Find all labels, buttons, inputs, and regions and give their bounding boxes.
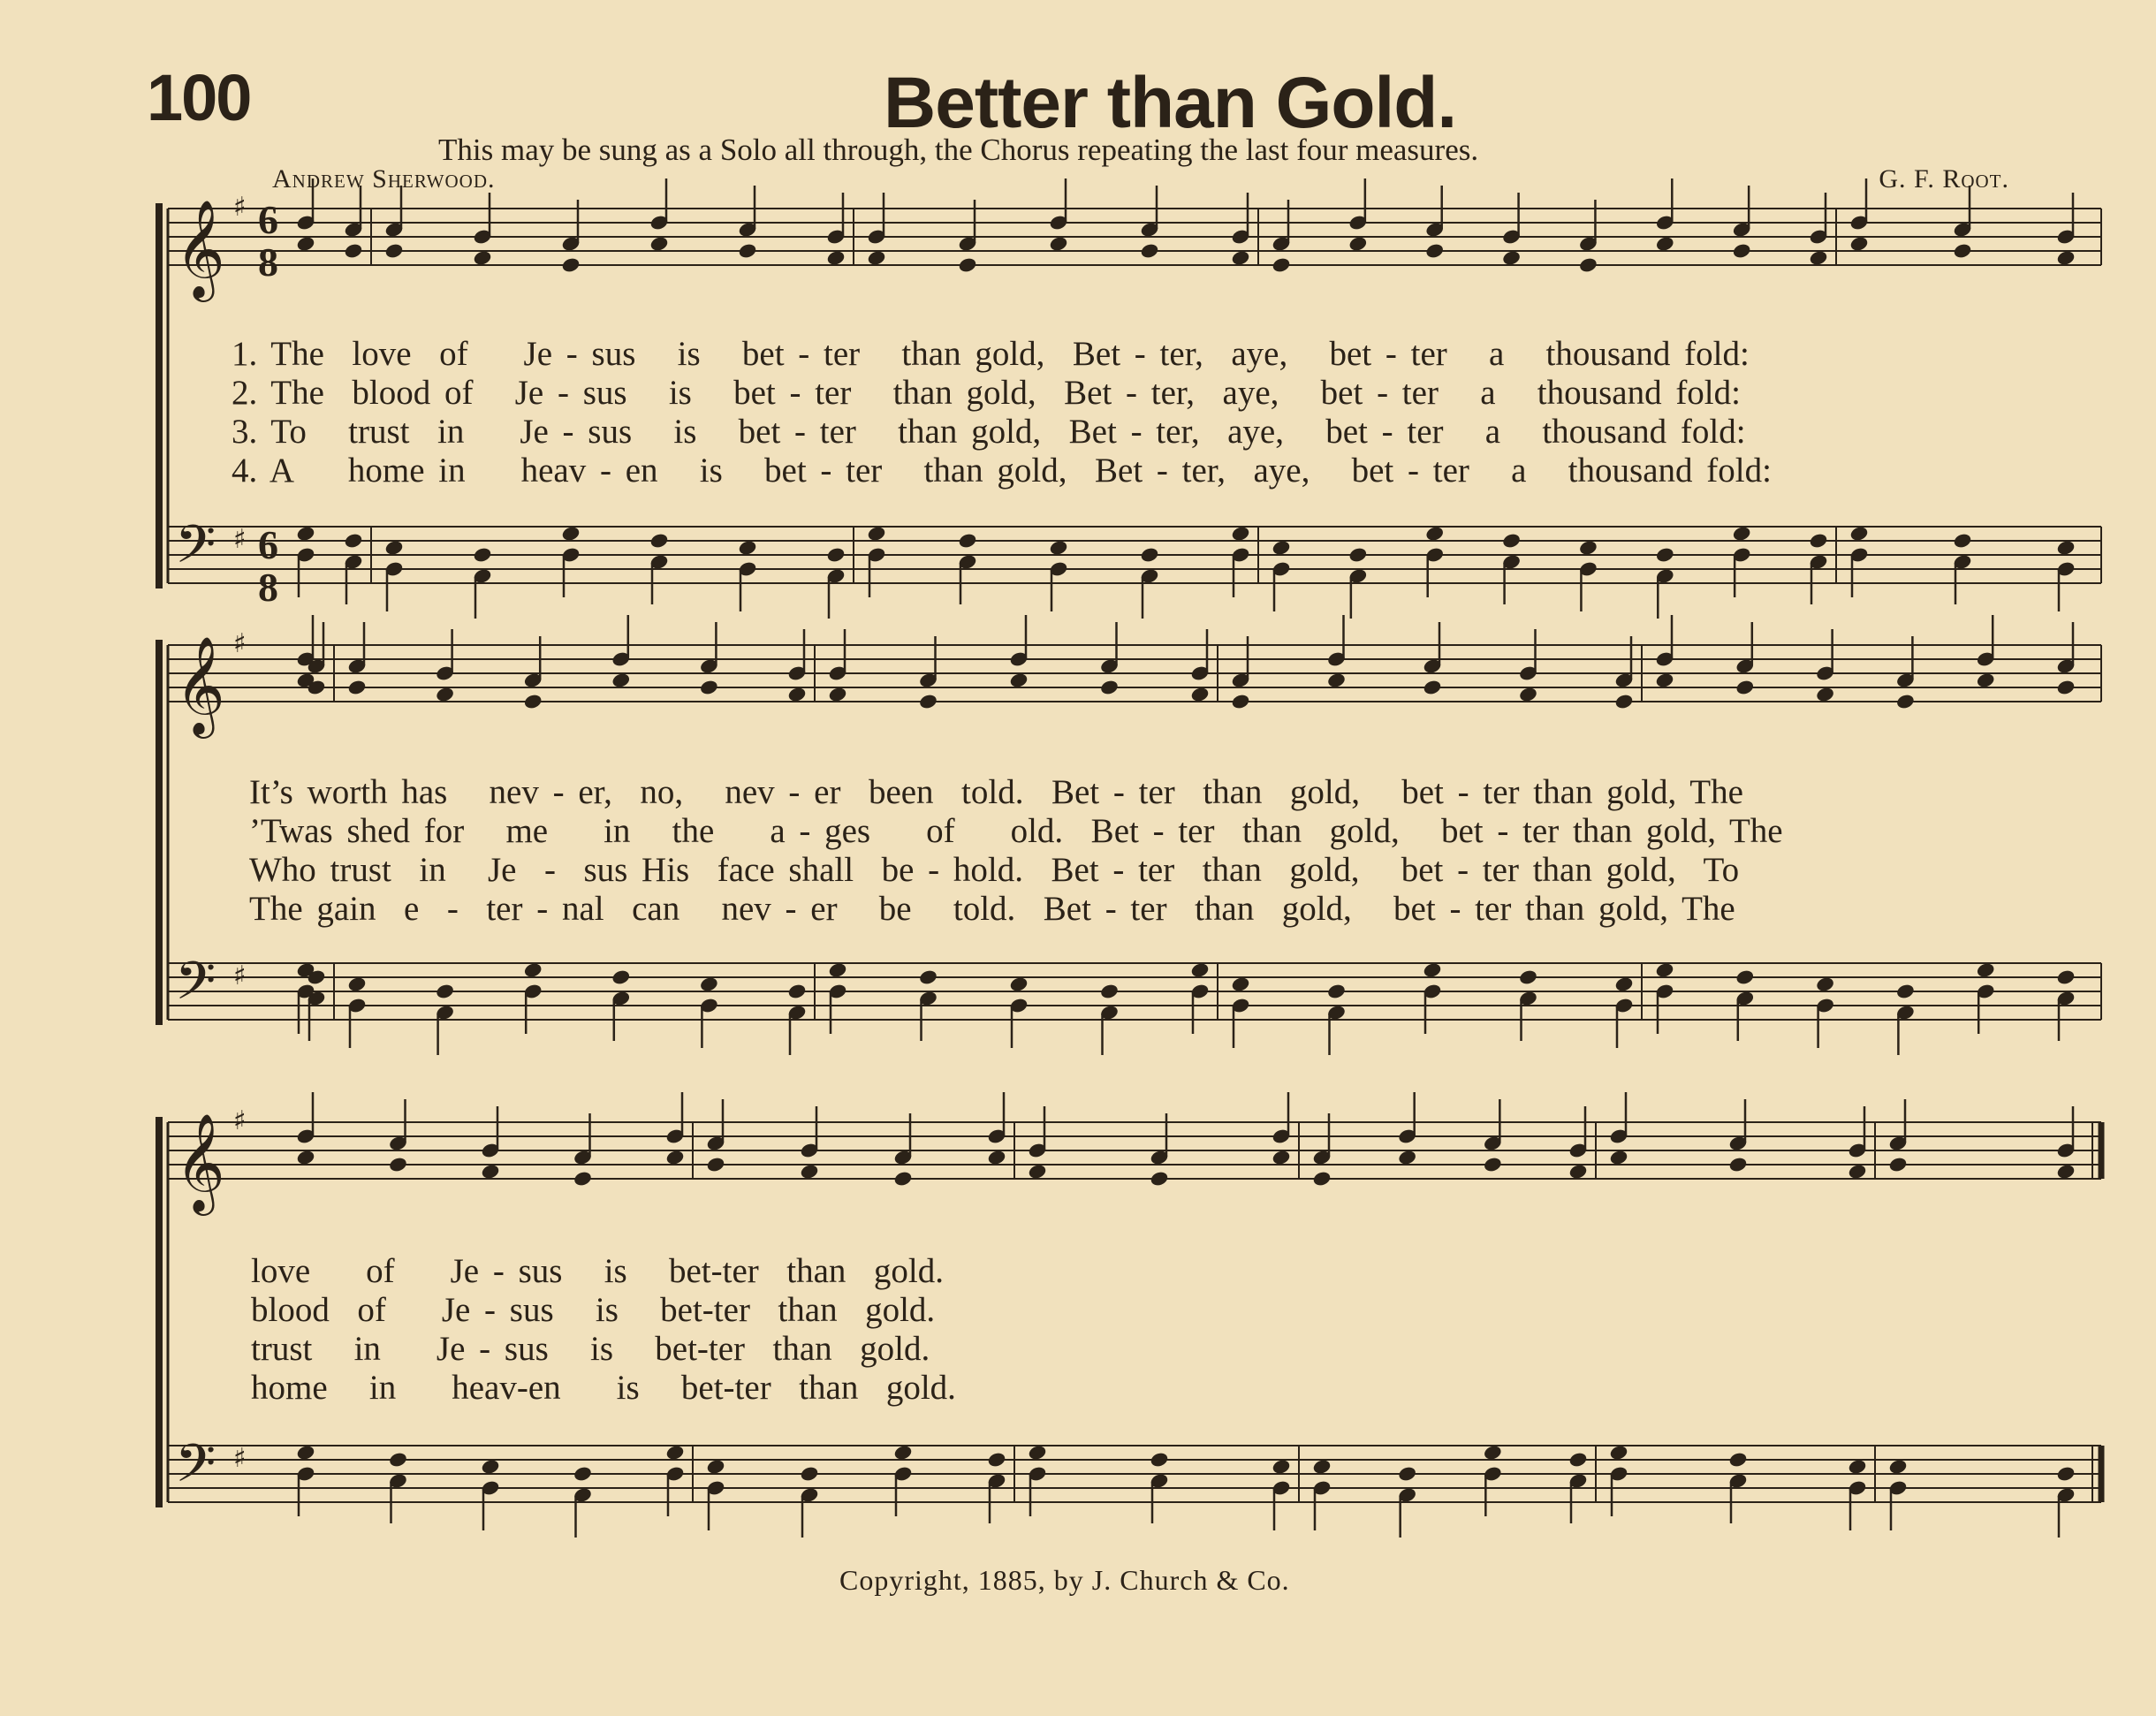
notehead — [389, 1452, 407, 1468]
notehead — [296, 1150, 315, 1166]
notehead — [787, 983, 806, 999]
notehead — [2056, 680, 2075, 695]
notehead — [958, 533, 976, 549]
notehead — [2056, 540, 2075, 556]
notehead — [1425, 526, 1444, 542]
notehead — [649, 236, 668, 252]
notehead — [1140, 547, 1158, 563]
notehead — [893, 1171, 912, 1187]
notehead — [1609, 1445, 1628, 1461]
lyricist-credit: Andrew Sherwood. — [272, 164, 496, 194]
notehead — [787, 687, 806, 702]
notehead — [1398, 1150, 1416, 1166]
notehead — [473, 250, 491, 266]
notehead — [1231, 694, 1249, 710]
time-signature-bass-bottom: 8 — [258, 565, 278, 610]
notehead — [1423, 962, 1441, 978]
notehead — [1231, 250, 1249, 266]
notehead — [344, 533, 362, 549]
notehead — [1579, 540, 1598, 556]
notehead — [1848, 1459, 1866, 1475]
notehead — [611, 672, 630, 688]
notehead — [1735, 969, 1754, 985]
notehead — [2056, 1164, 2075, 1180]
notehead — [867, 250, 885, 266]
notehead — [1484, 1157, 1502, 1173]
notehead — [1977, 672, 1995, 688]
notehead — [1348, 547, 1367, 563]
notehead — [738, 243, 756, 259]
notehead — [1423, 680, 1441, 695]
notehead — [1140, 243, 1158, 259]
notehead — [1272, 540, 1290, 556]
notehead — [561, 526, 580, 542]
notehead — [1953, 533, 1971, 549]
lyric-line: 3. To trust in Je - sus is bet - ter than gold, Bet - ter, aye, bet - ter a thousand fold: — [232, 413, 1746, 451]
lyric-line: It’s worth has nev - er, no, nev - er been told. Bet - ter than gold, bet - ter than gold, The — [249, 773, 1743, 811]
lyric-line: love of Je - sus is bet-ter than gold. — [251, 1252, 944, 1290]
notehead — [1896, 694, 1915, 710]
notehead — [1272, 257, 1290, 273]
notehead — [347, 680, 366, 695]
notehead — [1816, 687, 1834, 702]
notehead — [1100, 983, 1119, 999]
notehead — [384, 540, 403, 556]
sharp-icon: ♯ — [233, 524, 247, 555]
notehead — [700, 680, 718, 695]
notehead — [2056, 969, 2075, 985]
sharp-icon: ♯ — [233, 961, 247, 991]
notehead — [1728, 1452, 1747, 1468]
notehead — [800, 1164, 818, 1180]
notehead — [1009, 672, 1028, 688]
notehead — [1028, 1445, 1046, 1461]
notehead — [1425, 243, 1444, 259]
notehead — [2056, 250, 2075, 266]
notehead — [1809, 533, 1827, 549]
lyric-line: trust in Je - sus is bet-ter than gold. — [251, 1330, 930, 1368]
notehead — [1732, 526, 1750, 542]
lyric-line: home in heav-en is bet-ter than gold. — [251, 1369, 956, 1407]
sharp-icon: ♯ — [233, 192, 247, 223]
performance-note: This may be sung as a Solo all through, the Chorus repeating the last four measures. — [438, 133, 1479, 167]
notehead — [738, 540, 756, 556]
notehead — [296, 526, 315, 542]
notehead — [1502, 250, 1521, 266]
notehead — [1609, 1150, 1628, 1166]
sharp-icon: ♯ — [233, 1105, 247, 1136]
notehead — [1190, 962, 1209, 978]
notehead — [828, 962, 846, 978]
sharp-icon: ♯ — [233, 1443, 247, 1474]
notehead — [296, 236, 315, 252]
notehead — [700, 976, 718, 992]
notehead — [706, 1459, 725, 1475]
notehead — [1888, 1157, 1907, 1173]
page-number: 100 — [147, 61, 251, 134]
notehead — [1888, 1459, 1907, 1475]
notehead — [436, 983, 454, 999]
notehead — [1655, 962, 1674, 978]
notehead — [1231, 976, 1249, 992]
notehead — [706, 1157, 725, 1173]
notehead — [987, 1150, 1006, 1166]
treble-clef-icon: 𝄞 — [175, 1112, 225, 1211]
time-signature-bass-top: 6 — [258, 522, 278, 567]
notehead — [1150, 1171, 1168, 1187]
notehead — [2056, 1466, 2075, 1482]
notehead — [800, 1466, 818, 1482]
notehead — [436, 687, 454, 702]
time-signature-treble-top: 6 — [258, 197, 278, 242]
sharp-icon: ♯ — [233, 628, 247, 659]
notehead — [1568, 1452, 1587, 1468]
notehead — [1568, 1164, 1587, 1180]
notehead — [1579, 257, 1598, 273]
notehead — [665, 1150, 684, 1166]
bass-clef-icon: 𝄢 — [175, 950, 216, 1024]
notehead — [919, 969, 938, 985]
lyric-line: blood of Je - sus is bet-ter than gold. — [251, 1291, 936, 1329]
notehead — [1732, 243, 1750, 259]
notehead — [1728, 1157, 1747, 1173]
notehead — [1519, 969, 1537, 985]
lyric-line: 1. The love of Je - sus is bet - ter than gold, Bet - ter, aye, bet - ter a thousand fold: — [232, 335, 1750, 373]
notehead — [1150, 1452, 1168, 1468]
hymn-title: Better than Gold. — [884, 63, 1457, 143]
lyric-line: 4. A home in heav - en is bet - ter than gold, Bet - ter, aye, bet - ter a thousand fold: — [232, 452, 1772, 490]
notehead — [649, 533, 668, 549]
notehead — [826, 250, 845, 266]
notehead — [611, 969, 630, 985]
notehead — [561, 257, 580, 273]
notehead — [481, 1164, 499, 1180]
notehead — [665, 1445, 684, 1461]
notehead — [384, 243, 403, 259]
notehead — [1896, 983, 1915, 999]
lyric-line: 2. The blood of Je - sus is bet - ter than gold, Bet - ter, aye, bet - ter a thousand fold: — [232, 374, 1741, 412]
notehead — [1348, 236, 1367, 252]
notehead — [1312, 1459, 1331, 1475]
notehead — [1398, 1466, 1416, 1482]
notehead — [1049, 540, 1067, 556]
notehead — [1272, 1459, 1290, 1475]
notehead — [296, 1445, 315, 1461]
composer-credit: G. F. Root. — [1879, 164, 2009, 194]
copyright-notice: Copyright, 1885, by J. Church & Co. — [839, 1564, 1290, 1596]
notehead — [1484, 1445, 1502, 1461]
lyric-line: The gain e - ter - nal can nev - er be told. Bet - ter than gold, bet - ter than gold, The — [249, 890, 1735, 928]
notehead — [1614, 976, 1633, 992]
notehead — [1502, 533, 1521, 549]
notehead — [893, 1445, 912, 1461]
notehead — [1614, 694, 1633, 710]
notehead — [1656, 236, 1674, 252]
treble-clef-icon: 𝄞 — [175, 635, 225, 734]
notehead — [1656, 547, 1674, 563]
notehead — [344, 243, 362, 259]
notehead — [473, 547, 491, 563]
notehead — [1327, 672, 1346, 688]
notehead — [347, 976, 366, 992]
notehead — [1100, 680, 1119, 695]
bass-clef-icon: 𝄢 — [175, 513, 216, 588]
notehead — [524, 694, 543, 710]
notehead — [1655, 672, 1674, 688]
notehead — [1816, 976, 1834, 992]
bass-clef-icon: 𝄢 — [175, 1432, 216, 1507]
notehead — [1327, 983, 1346, 999]
notehead — [919, 694, 938, 710]
notehead — [524, 962, 543, 978]
notehead — [826, 547, 845, 563]
notehead — [573, 1466, 592, 1482]
notehead — [573, 1171, 592, 1187]
treble-clef-icon: 𝄞 — [175, 199, 225, 298]
notehead — [1848, 1164, 1866, 1180]
notehead — [481, 1459, 499, 1475]
notehead — [1849, 236, 1868, 252]
notehead — [1028, 1164, 1046, 1180]
notehead — [1519, 687, 1537, 702]
lyric-line: ’Twas shed for me in the a - ges of old. Bet - ter than gold, bet - ter than gold, The — [249, 812, 1783, 850]
notehead — [1272, 1150, 1290, 1166]
notehead — [867, 526, 885, 542]
notehead — [828, 687, 846, 702]
time-signature-treble-bottom: 8 — [258, 239, 278, 285]
notehead — [1312, 1171, 1331, 1187]
notehead — [1231, 526, 1249, 542]
notehead — [1849, 526, 1868, 542]
notehead — [1977, 962, 1995, 978]
notehead — [389, 1157, 407, 1173]
lyric-line: Who trust in Je - sus His face shall be - hold. Bet - ter than gold, bet - ter than gold, To — [249, 851, 1740, 889]
notehead — [1953, 243, 1971, 259]
notehead — [958, 257, 976, 273]
notehead — [1009, 976, 1028, 992]
notehead — [1190, 687, 1209, 702]
notehead — [1049, 236, 1067, 252]
notehead — [987, 1452, 1006, 1468]
notehead — [1735, 680, 1754, 695]
notehead — [1809, 250, 1827, 266]
